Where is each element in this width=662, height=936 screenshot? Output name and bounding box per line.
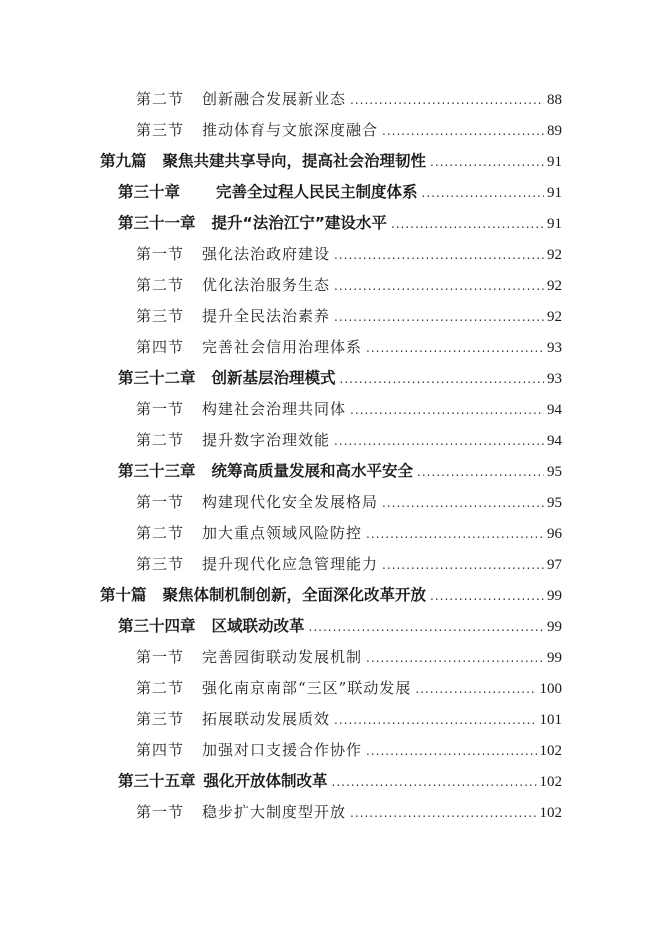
entry-page-number: 102 bbox=[539, 805, 562, 821]
entry-title: 拓展联动发展质效 bbox=[202, 710, 331, 728]
entry-title: 完善社会信用治理体系 bbox=[202, 338, 363, 356]
toc-chapter-entry[interactable] bbox=[0, 458, 662, 484]
toc-entry[interactable] bbox=[0, 86, 662, 112]
toc-chapter-entry[interactable] bbox=[0, 613, 662, 639]
entry-page-number: 100 bbox=[539, 681, 562, 697]
entry-title: 提升全民法治素养 bbox=[202, 307, 331, 325]
entry-number: 第一节 bbox=[136, 245, 185, 263]
dot-leader bbox=[334, 273, 544, 299]
toc-entry[interactable] bbox=[0, 241, 662, 267]
entry-page-number: 99 bbox=[547, 650, 562, 666]
toc-part-entry[interactable] bbox=[0, 148, 662, 174]
entry-page-number: 96 bbox=[547, 526, 562, 542]
entry-number: 第二节 bbox=[136, 524, 185, 542]
entry-title: 加强对口支援合作协作 bbox=[202, 741, 363, 759]
toc-chapter-entry[interactable] bbox=[0, 179, 662, 205]
toc-chapter-entry[interactable] bbox=[0, 210, 662, 236]
entry-number: 第二节 bbox=[136, 90, 185, 108]
dot-leader bbox=[417, 459, 544, 485]
entry-number: 第一节 bbox=[136, 648, 185, 666]
dot-leader bbox=[334, 242, 544, 268]
entry-page-number: 102 bbox=[539, 743, 562, 759]
entry-title: 加大重点领域风险防控 bbox=[202, 524, 363, 542]
entry-title: 提升“法治江宁”建设水平 bbox=[211, 214, 387, 232]
toc-entry[interactable] bbox=[0, 644, 662, 670]
entry-number: 第三十二章 bbox=[118, 369, 196, 387]
entry-number: 第三十章 bbox=[118, 183, 181, 201]
toc-entry[interactable] bbox=[0, 675, 662, 701]
dot-leader bbox=[334, 707, 536, 733]
entry-title: 强化南京南部“三区”联动发展 bbox=[202, 679, 412, 697]
entry-page-number: 88 bbox=[547, 92, 562, 108]
entry-title: 聚焦体制机制创新，全面深化改革开放 bbox=[162, 586, 427, 604]
toc-entry[interactable] bbox=[0, 737, 662, 763]
dot-leader bbox=[350, 87, 544, 113]
entry-title: 推动体育与文旅深度融合 bbox=[202, 121, 379, 139]
entry-page-number: 101 bbox=[539, 712, 562, 728]
toc-entry[interactable] bbox=[0, 520, 662, 546]
entry-page-number: 94 bbox=[547, 402, 562, 418]
entry-number: 第十篇 bbox=[100, 586, 147, 604]
entry-number: 第四节 bbox=[136, 741, 185, 759]
dot-leader bbox=[366, 645, 544, 671]
dot-leader bbox=[415, 676, 536, 702]
entry-page-number: 95 bbox=[547, 495, 562, 511]
entry-number: 第三节 bbox=[136, 555, 185, 573]
entry-page-number: 92 bbox=[547, 309, 562, 325]
entry-number: 第二节 bbox=[136, 431, 185, 449]
entry-page-number: 102 bbox=[539, 774, 562, 790]
dot-leader bbox=[334, 304, 544, 330]
entry-number: 第三节 bbox=[136, 710, 185, 728]
dot-leader bbox=[334, 428, 544, 454]
dot-leader bbox=[422, 180, 544, 206]
entry-page-number: 99 bbox=[547, 619, 562, 635]
entry-page-number: 91 bbox=[547, 216, 562, 232]
entry-number: 第二节 bbox=[136, 679, 185, 697]
entry-title: 区域联动改革 bbox=[211, 617, 305, 635]
entry-page-number: 93 bbox=[547, 371, 562, 387]
dot-leader bbox=[430, 149, 544, 175]
entry-page-number: 89 bbox=[547, 123, 562, 139]
entry-number: 第四节 bbox=[136, 338, 185, 356]
toc-entry[interactable] bbox=[0, 489, 662, 515]
entry-number: 第三十四章 bbox=[118, 617, 196, 635]
entry-page-number: 92 bbox=[547, 247, 562, 263]
entry-number: 第三节 bbox=[136, 121, 185, 139]
entry-title: 提升现代化应急管理能力 bbox=[202, 555, 379, 573]
entry-title: 构建现代化安全发展格局 bbox=[202, 493, 379, 511]
toc-chapter-entry[interactable] bbox=[0, 365, 662, 391]
entry-title: 完善园街联动发展机制 bbox=[202, 648, 363, 666]
entry-page-number: 92 bbox=[547, 278, 562, 294]
dot-leader bbox=[430, 583, 544, 609]
toc-entry[interactable] bbox=[0, 117, 662, 143]
dot-leader bbox=[366, 738, 536, 764]
entry-page-number: 97 bbox=[547, 557, 562, 573]
dot-leader bbox=[382, 118, 544, 144]
entry-title: 提升数字治理效能 bbox=[202, 431, 331, 449]
entry-number: 第三十一章 bbox=[118, 214, 196, 232]
toc-entry[interactable] bbox=[0, 272, 662, 298]
toc-entry[interactable] bbox=[0, 396, 662, 422]
entry-number: 第一节 bbox=[136, 803, 185, 821]
entry-title: 完善全过程人民民主制度体系 bbox=[216, 183, 418, 201]
entry-title: 优化法治服务生态 bbox=[202, 276, 331, 294]
toc-part-entry[interactable] bbox=[0, 582, 662, 608]
entry-page-number: 94 bbox=[547, 433, 562, 449]
entry-page-number: 99 bbox=[547, 588, 562, 604]
dot-leader bbox=[382, 552, 544, 578]
entry-title: 强化开放体制改革 bbox=[203, 772, 328, 790]
dot-leader bbox=[332, 769, 537, 795]
toc-entry[interactable] bbox=[0, 427, 662, 453]
entry-title: 创新基层治理模式 bbox=[211, 369, 336, 387]
toc-entry[interactable] bbox=[0, 303, 662, 329]
toc-entry[interactable] bbox=[0, 551, 662, 577]
dot-leader bbox=[382, 490, 544, 516]
entry-title: 统筹高质量发展和高水平安全 bbox=[211, 462, 414, 480]
dot-leader bbox=[309, 614, 544, 640]
dot-leader bbox=[391, 211, 544, 237]
entry-title: 稳步扩大制度型开放 bbox=[202, 803, 347, 821]
toc-entry[interactable] bbox=[0, 706, 662, 732]
entry-number: 第三十三章 bbox=[118, 462, 196, 480]
entry-title: 聚焦共建共享导向，提高社会治理韧性 bbox=[162, 152, 427, 170]
entry-page-number: 91 bbox=[547, 154, 562, 170]
entry-number: 第一节 bbox=[136, 493, 185, 511]
entry-page-number: 93 bbox=[547, 340, 562, 356]
dot-leader bbox=[350, 397, 544, 423]
toc-entry[interactable] bbox=[0, 799, 662, 825]
entry-page-number: 95 bbox=[547, 464, 562, 480]
dot-leader bbox=[340, 366, 544, 392]
entry-number: 第三十五章 bbox=[118, 772, 196, 790]
dot-leader bbox=[366, 335, 544, 361]
entry-page-number: 91 bbox=[547, 185, 562, 201]
dot-leader bbox=[350, 800, 536, 826]
entry-number: 第三节 bbox=[136, 307, 185, 325]
entry-number: 第二节 bbox=[136, 276, 185, 294]
dot-leader bbox=[366, 521, 544, 547]
entry-number: 第一节 bbox=[136, 400, 185, 418]
entry-title: 构建社会治理共同体 bbox=[202, 400, 347, 418]
entry-number: 第九篇 bbox=[100, 152, 147, 170]
entry-title: 创新融合发展新业态 bbox=[202, 90, 347, 108]
entry-title: 强化法治政府建设 bbox=[202, 245, 331, 263]
toc-chapter-entry[interactable] bbox=[0, 768, 662, 794]
toc-entry[interactable] bbox=[0, 334, 662, 360]
